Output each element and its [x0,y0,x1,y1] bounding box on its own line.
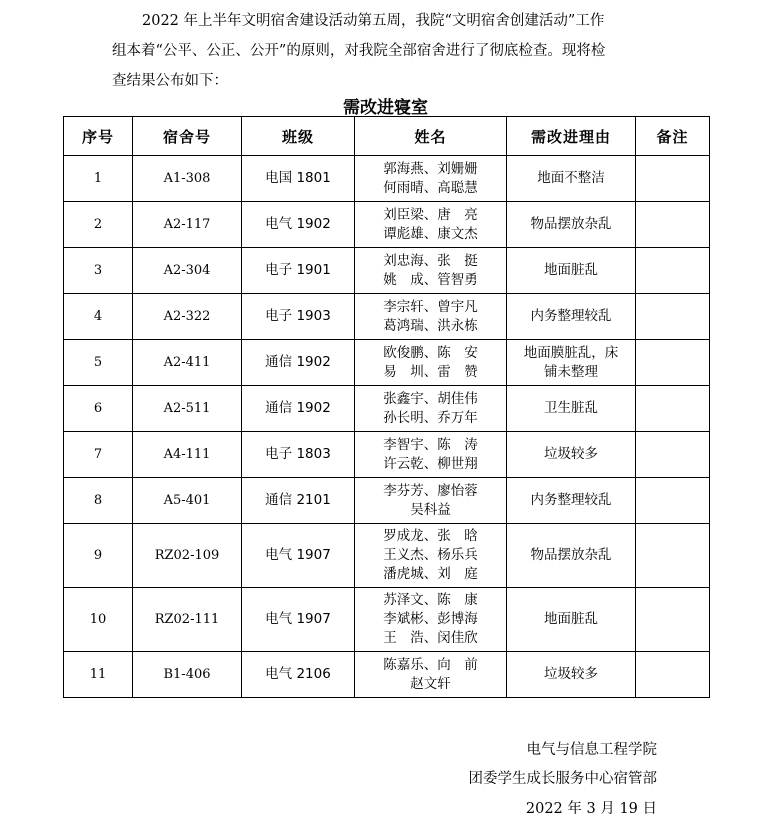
cell-no: 4 [64,294,133,340]
cell-reason: 地面膜脏乱，床 铺未整理 [507,340,636,386]
name-line: 何雨晴、高聪慧 [383,179,478,196]
cell-class: 电气 2106 [242,652,355,698]
name-line: 李宗轩、曾宇凡 [383,298,478,315]
cell-room: A2-322 [133,294,242,340]
cell-note [636,294,710,340]
cell-reason: 垃圾较多 [507,652,636,698]
cell-room: RZ02-109 [133,524,242,588]
cell-names [355,386,507,432]
cell-note [636,432,710,478]
table-row [64,588,710,652]
name-line: 欧俊鹏、陈 安 [383,344,478,361]
cell-room: A2-511 [133,386,242,432]
cell-no: 5 [64,340,133,386]
cell-note [636,156,710,202]
header-reason: 需改进理由 [507,117,636,156]
name-line: 刘忠海、张 挺 [383,252,478,269]
cell-reason: 物品摆放杂乱 [507,524,636,588]
name-line: 易 圳、雷 赞 [383,363,478,380]
table-row [64,294,710,340]
cell-no: 6 [64,386,133,432]
table-row [64,478,710,524]
cell-note [636,202,710,248]
cell-no: 1 [64,156,133,202]
name-line: 姚 成、管智勇 [383,271,478,288]
cell-reason: 垃圾较多 [507,432,636,478]
table-row [64,524,710,588]
header-names: 姓名 [355,117,507,156]
cell-reason: 地面脏乱 [507,248,636,294]
cell-room: A2-411 [133,340,242,386]
name-line: 李智宇、陈 涛 [383,436,478,453]
footer-office: 团委学生成长服务中心宿管部 [468,771,657,787]
name-line: 陈嘉乐、向 前 [383,656,478,673]
header-class: 班级 [242,117,355,156]
cell-reason: 地面脏乱 [507,588,636,652]
name-line: 李芬芳、廖怡蓉 [383,482,478,499]
name-line: 葛鸿瑞、洪永栋 [383,317,478,334]
name-line: 潘虎城、刘 庭 [383,566,478,582]
cell-room: B1-406 [133,652,242,698]
header-note: 备注 [636,117,710,156]
cell-names [355,524,507,588]
cell-reason: 内务整理较乱 [507,294,636,340]
header-room: 宿舍号 [133,117,242,156]
name-line: 郭海燕、刘姗姗 [383,160,478,177]
name-line: 许云乾、柳世翔 [383,455,478,472]
cell-names [355,432,507,478]
cell-reason: 卫生脏乱 [507,386,636,432]
name-line: 刘臣梁、唐 亮 [383,206,478,223]
cell-names [355,340,507,386]
name-line: 李斌彬、彭博海 [383,611,478,627]
cell-no: 8 [64,478,133,524]
intro-line-3: 查结果公布如下： [112,73,228,89]
cell-note [636,386,710,432]
cell-note [636,588,710,652]
cell-class: 电子 1903 [242,294,355,340]
name-line: 张鑫宇、胡佳伟 [383,390,478,407]
cell-no: 2 [64,202,133,248]
cell-reason: 物品摆放杂乱 [507,202,636,248]
table-row [64,652,710,698]
cell-no: 3 [64,248,133,294]
cell-note [636,340,710,386]
footer-department: 电气与信息工程学院 [526,742,657,758]
intro-line-2: 组本着“公平、公正、公开”的原则，对我院全部宿舍进行了彻底检查。现将检 [112,43,606,59]
cell-class: 通信 2101 [242,478,355,524]
cell-names [355,478,507,524]
table-row [64,202,710,248]
name-line: 赵文轩 [410,675,451,692]
name-line: 王 浩、闵佳欣 [383,630,478,646]
cell-class: 电气 1902 [242,202,355,248]
cell-names [355,156,507,202]
table-row [64,340,710,386]
cell-room: A1-308 [133,156,242,202]
cell-no: 11 [64,652,133,698]
cell-class: 通信 1902 [242,386,355,432]
table-row [64,386,710,432]
intro-paragraph [112,6,672,96]
cell-room: A5-401 [133,478,242,524]
cell-room: A4-111 [133,432,242,478]
cell-note [636,478,710,524]
cell-reason: 内务整理较乱 [507,478,636,524]
table-row [64,432,710,478]
cell-reason: 地面不整洁 [507,156,636,202]
cell-no: 7 [64,432,133,478]
table-row [64,156,710,202]
name-line: 苏泽文、陈 康 [383,592,478,608]
name-line: 王义杰、杨乐兵 [383,547,478,563]
cell-names [355,652,507,698]
dormitory-table [63,116,710,698]
cell-no: 10 [64,588,133,652]
footer-date: 2022 年 3 月 19 日 [525,801,657,817]
cell-class: 电国 1801 [242,156,355,202]
cell-no: 9 [64,524,133,588]
name-line: 吴科益 [410,501,451,518]
cell-note [636,248,710,294]
cell-class: 通信 1902 [242,340,355,386]
cell-note [636,524,710,588]
table-header-row [64,117,710,156]
cell-class: 电子 1803 [242,432,355,478]
name-line: 谭彪雄、康文杰 [383,225,478,242]
cell-note [636,652,710,698]
cell-room: A2-304 [133,248,242,294]
header-no: 序号 [64,117,133,156]
cell-class: 电气 1907 [242,588,355,652]
table-row [64,248,710,294]
cell-room: RZ02-111 [133,588,242,652]
cell-room: A2-117 [133,202,242,248]
cell-names [355,202,507,248]
name-line: 罗成龙、张 晗 [383,528,478,544]
cell-class: 电子 1901 [242,248,355,294]
table-title: 需改进寝室 [343,98,428,118]
cell-names [355,588,507,652]
cell-class: 电气 1907 [242,524,355,588]
name-line: 孙长明、乔万年 [383,409,478,426]
cell-names [355,248,507,294]
intro-line-1: 2022 年上半年文明宿舍建设活动第五周，我院“文明宿舍创建活动”工作 [142,13,605,29]
cell-names [355,294,507,340]
